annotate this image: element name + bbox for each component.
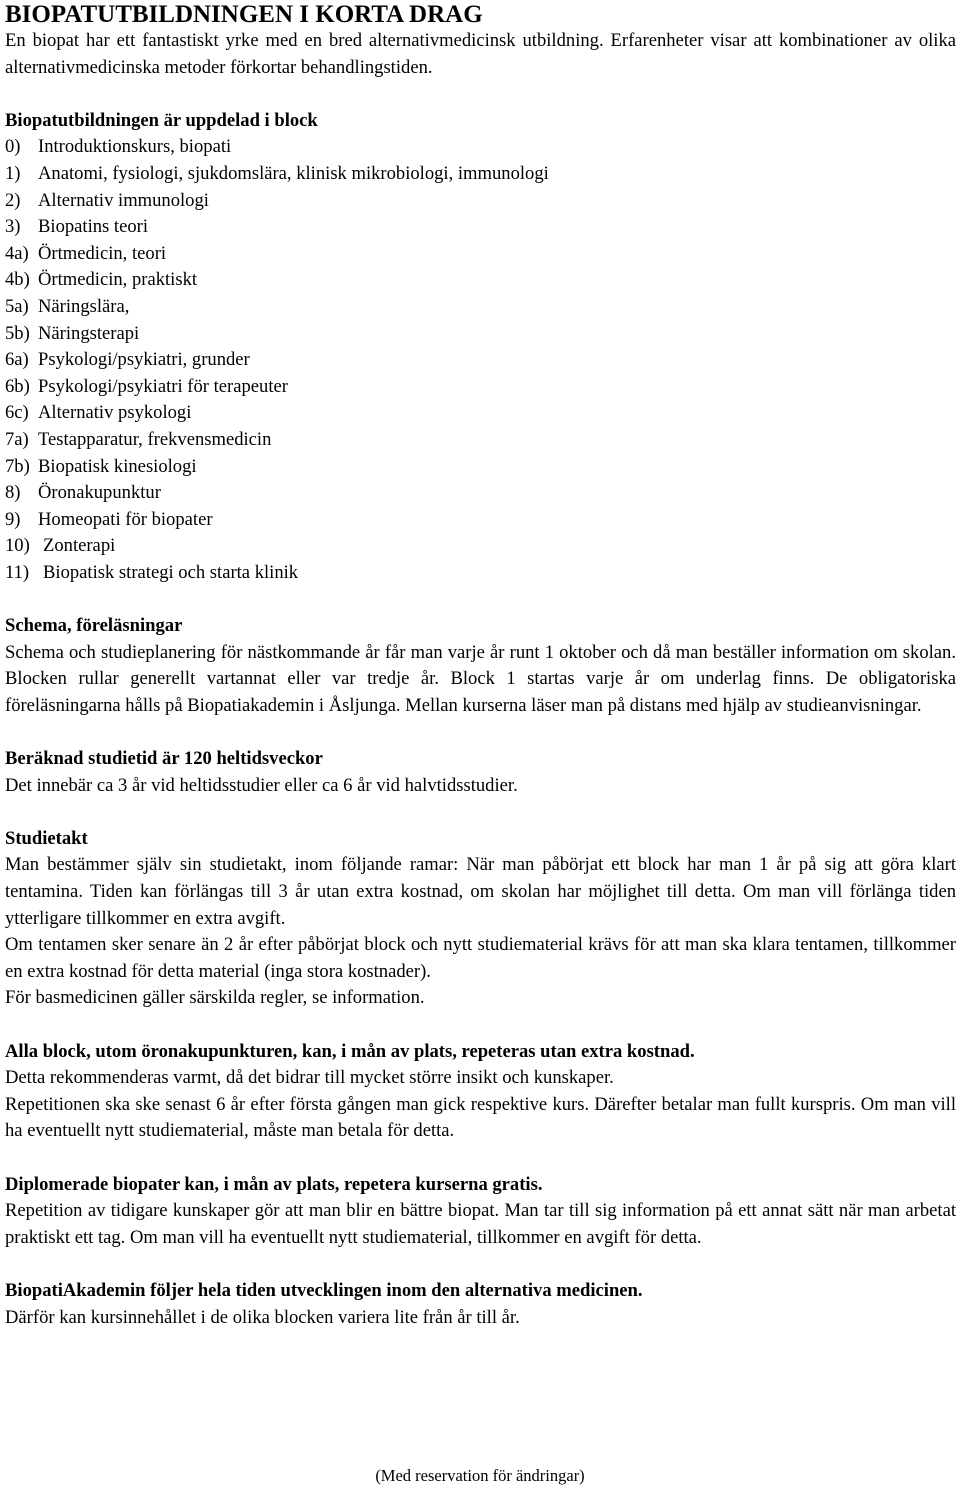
studietakt-paragraph-1: Man bestämmer själv sin studietakt, inom följande ramar: När man påbörjat ett block har man 1 år på sig att göra klart tentamina. Tiden kan förlängas till 3 år utan extra kostnad, om skolan har möjlighet till detta. Om man vill förlänga tiden ytterligare tillkommer en extra avgift. bbox=[5, 854, 956, 929]
footer-note: (Med reservation för ändringar) bbox=[375, 1466, 585, 1485]
document-page bbox=[5, 0, 956, 1331]
list-item: 6c) Alternativ psykologi bbox=[5, 402, 192, 424]
repetera-paragraph-2: Repetitionen ska ske senast 6 år efter första gången man gick respektive kurs. Därefter betalar man fullt kurspris. Om man vill ha eventuellt nytt studiematerial, måste man betala för detta. bbox=[5, 1093, 956, 1142]
diplomerade-heading: Diplomerade biopater kan, i mån av plats, repetera kurserna gratis. bbox=[5, 1173, 543, 1195]
repetera-paragraph-1: Detta rekommenderas varmt, då det bidrar till mycket större insikt och kunskaper. bbox=[5, 1067, 614, 1089]
list-item: 3) Biopatins teori bbox=[5, 216, 149, 238]
list-item: 6a) Psykologi/psykiatri, grunder bbox=[5, 349, 250, 371]
studietid-paragraph: Det innebär ca 3 år vid heltidsstudier eller ca 6 år vid halvtidsstudier. bbox=[5, 774, 518, 796]
repetera-heading: Alla block, utom öronakupunkturen, kan, i mån av plats, repeteras utan extra kostnad. bbox=[5, 1040, 695, 1062]
list-item: 0) Introduktionskurs, biopati bbox=[5, 136, 232, 158]
list-item: 4a) Örtmedicin, teori bbox=[5, 242, 167, 264]
studietakt-heading: Studietakt bbox=[5, 827, 88, 849]
studietid-heading: Beräknad studietid är 120 heltidsveckor bbox=[5, 748, 323, 770]
list-item: 11) Biopatisk strategi och starta klinik bbox=[5, 561, 299, 583]
blocks-heading: Biopatutbildningen är uppdelad i block bbox=[5, 109, 318, 131]
schema-heading: Schema, föreläsningar bbox=[5, 615, 183, 637]
list-item: 7a) Testapparatur, frekvensmedicin bbox=[5, 428, 272, 450]
list-item: 4b) Örtmedicin, praktiskt bbox=[5, 269, 198, 291]
akademin-paragraph: Därför kan kursinnehållet i de olika blocken variera lite från år till år. bbox=[5, 1306, 520, 1328]
schema-paragraph: Schema och studieplanering för nästkommande år får man varje år runt 1 oktober och då man beställer information om skolan. Blocken rullar generellt vartannat eller var tredje år. Block 1 startas varje år om underlag finns. De obligatoriska föreläsningarna hålls på Biopatiakademin i Åsljunga. Mellan kurserna läser man på distans med hjälp av studieanvisningar. bbox=[5, 641, 956, 716]
diplomerade-paragraph: Repetition av tidigare kunskaper gör att man blir en bättre biopat. Man tar till sig information på ett annat sätt när man arbetat praktiskt ett tag. Om man vill ha eventuellt nytt studiematerial, tillkommer en avgift för detta. bbox=[5, 1200, 956, 1248]
list-item: 7b) Biopatisk kinesiologi bbox=[5, 455, 197, 477]
intro-paragraph: En biopat har ett fantastiskt yrke med en bred alternativmedicinsk utbildning. Erfarenheter visar att kombinationer av olika alternativmedicinska metoder förkortar behandlingstiden. bbox=[5, 30, 956, 78]
list-item: 8) Öronakupunktur bbox=[5, 482, 161, 504]
list-item: 2) Alternativ immunologi bbox=[5, 189, 209, 211]
studietakt-paragraph-3: För basmedicinen gäller särskilda regler, se information. bbox=[5, 987, 425, 1009]
list-item: 5b) Näringsterapi bbox=[5, 322, 140, 344]
list-item: 5a) Näringslära, bbox=[5, 295, 130, 317]
list-item: 1) Anatomi, fysiologi, sjukdomslära, klinisk mikrobiologi, immunologi bbox=[5, 162, 549, 184]
studietakt-paragraph-2: Om tentamen sker senare än 2 år efter påbörjat block och nytt studiematerial krävs för att man ska klara tentamen, tillkommer en extra kostnad för detta material (inga stora kostnader). bbox=[5, 934, 956, 982]
list-item: 9) Homeopati för biopater bbox=[5, 508, 213, 530]
list-item: 6b) Psykologi/psykiatri för terapeuter bbox=[5, 375, 288, 397]
blocks-list bbox=[5, 134, 956, 586]
akademin-heading: BiopatiAkademin följer hela tiden utvecklingen inom den alternativa medicinen. bbox=[5, 1279, 643, 1301]
list-item: 10) Zonterapi bbox=[5, 535, 116, 557]
document-title: BIOPATUTBILDNINGEN I KORTA DRAG bbox=[5, 1, 483, 28]
